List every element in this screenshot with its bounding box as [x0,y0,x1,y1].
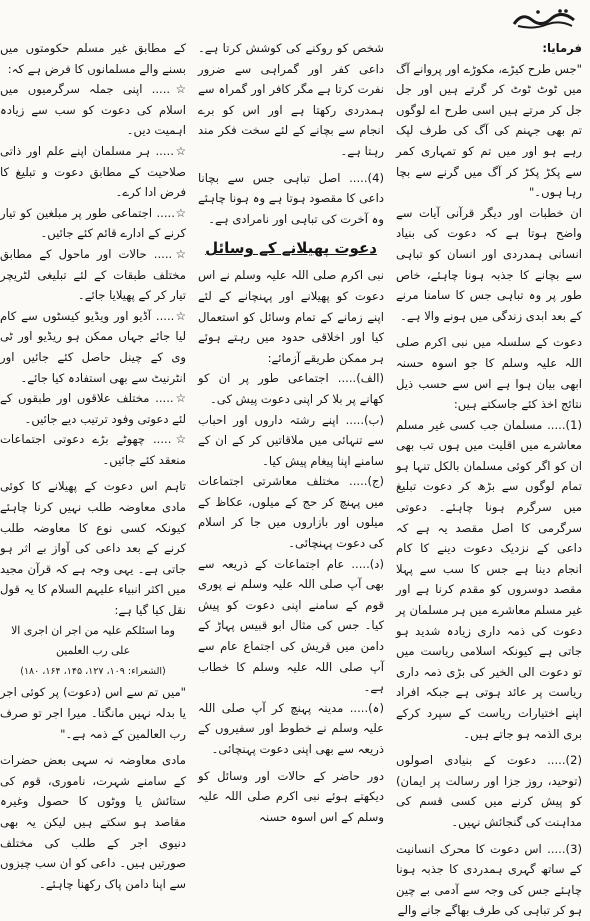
method-be: (ب)..... اپنے رشتہ داروں اور احباب سے تنہائی میں ملاقاتیں کر کے ان کے سامنے اپنا پیغام پیش کیا۔ [198,412,384,468]
bullet-item: ☆..... مختلف علاقوں اور طبقوں کے لئے دعوتی وفود ترتیب دیے جائیں۔ [0,391,186,426]
section-heading: دعوت پھیلانے کے وسائل [205,239,377,258]
method-dal: (د)..... عام اجتماعات کے ذریعہ سے بھی آپ صلی اللہ علیہ وسلم نے پوری قوم کے سامنے اپنی دعوت کو پیش کیا۔ جس کی مثال ابو قبیس پہاڑ کے دامن میں قریش کی اجتماع عام سے آپ صلی اللہ علیہ وسلم کا خطاب ہے۔ [198,556,384,695]
left-column [0,38,186,891]
quran-verse: وما اسئلکم علیہ من اجر ان اجری الا علی رب العلمین [11,623,175,658]
verse-reference: (الشعراء: ۱۰۹، ۱۲۷، ۱۴۵، ۱۶۴، ۱۸۰) [20,665,166,677]
point-1: (1)..... مسلمان جب کسی غیر مسلم معاشرے میں اقلیت میں ہوں تب بھی ان کو اگر کوئی مسلمان بالکل تنہا ہو تمام لوگوں سے بڑھ کر دعوت تبلیغ میں سرگرم ہونا چاہئے۔ دعوتی سرگرمی کا اصل مقصد یہ ہے کہ داعی کے نزدیک دعوت دینے کا کام انجام دینا ہے جس کا سب سے پہلا مقصد دوسروں کو مقدم کرنا ہے اور غیر مسلم معاشرے میں ہر مسلمان پر دعوت کی ذمہ داری زیادہ شدید ہو جاتی ہے کیونکہ اسلامی ریاست میں تو دعوت الی الخیر کی بڑی ذمہ داری ریاست پر عائد ہوتی ہے جبکہ افراد اپنے اختیارات ریاست کے سپرد کرکے بری الذمہ ہو جاتے ہیں۔ [396,417,582,741]
bullet-item: ☆..... ہر مسلمان اپنے علم اور ذاتی صلاحیت کے مطابق دعوت و تبلیغ کا فرض ادا کرے۔ [0,143,186,200]
paragraph: دور حاضر کے حالات اور وسائل کو دیکھتے ہوئے نبی اکرم صلی اللہ علیہ وسلم کے اس اسوہ حسنہ [198,768,384,824]
bullet-item: ☆..... حالات اور ماحول کے مطابق مختلف طبقات کے لئے تبلیغی لٹریچر تیار کر کے پھیلایا جائے۔ [0,246,186,303]
paragraph: ان خطبات اور دیگر قرآنی آیات سے واضح ہوتا ہے کہ دعوت کی بنیاد انسانی ہمدردی اور انسان کو تباہی سے بچانے کا جذبہ ہونا چاہئے، خاص طور پر وہ تباہی جس کا سامنا مرنے کے بعد ابدی زندگی میں ہونے والا ہے۔ [396,205,582,323]
intro-label: فرمایا: [542,41,582,55]
bullet-item: ☆..... اپنی جملہ سرگرمیوں میں اسلام کی دعوت کو سب سے زیادہ اہمیت دیں۔ [0,82,186,138]
method-alif: (الف)..... اجتماعی طور پر ان کو کھانے پر بلا کر اپنی دعوت پیش کی۔ [198,371,384,406]
verse-translation: "میں تم سے اس (دعوت) پر کوئی اجر یا بدلہ نہیں مانگتا۔ میرا اجر تو صرف رب العالمین کے ذمہ ہے۔" [0,685,186,741]
bullet-item: ☆..... چھوٹے بڑے دعوتی اجتماعات منعقد کئے جائیں۔ [0,432,186,467]
paragraph: کے مطابق غیر مسلم حکومتوں میں بسنے والے مسلمانوں کا فرض ہے کہ: [0,41,186,76]
paragraph: دعوت کے سلسلہ میں نبی اکرم صلی اللہ علیہ وسلم کا جو اسوہ حسنہ ابھی بیان ہوا ہے اس سے حسب ذیل نتائج اخذ کئے جاسکتے ہیں: [396,335,582,412]
paragraph: شخص کو روکنے کی کوشش کرتا ہے۔ داعی کفر اور گمراہی سے ضرور نفرت کرتا ہے مگر کافر اور گمراہ سے ہمدردی رکھتا ہے اور اس کو برے انجام سے بچانے کے لئے سخت فکر مند رہتا ہے۔ [198,41,384,158]
point-3: (3)..... اس دعوت کا محرک انسانیت کے ساتھ گہری ہمدردی کا جذبہ ہونا چاہئے جس کی وجہ سے آدمی بے چین ہو کر تباہی کی طرف بھاگے جانے والے [396,841,582,918]
hadith-quote: "جس طرح کیڑے، مکوڑے اور پروانے آگ میں ٹوٹ ٹوٹ کر گرتے ہیں اور جل جل کر مرتے ہیں اسی طرح اے لوگوں تم بھی جہنم کی آگ کی طرف لپک رہے ہو اور میں تم کو تمہاری کمر سے پکڑ پکڑ کر آگ میں گرنے سے بچا رہا ہوں۔" [396,61,582,200]
paragraph: تاہم اس دعوت کے پھیلانے کا کوئی مادی معاوضہ طلب نہیں کرنا چاہئے کیونکہ کسی نوع کا معاوضہ طلب کرنے کے بعد داعی کی آواز بے اثر ہو جاتی ہے۔ یہی وجہ ہے کہ قرآن مجید میں اکثر انبیاء علیہم السلام کا یہ قول نقل کیا گیا ہے: [0,479,186,618]
bullet-item: ☆..... آڈیو اور ویڈیو کیسٹوں سے کام لیا جائے جہاں ممکن ہو ریڈیو اور ٹی وی کے چینل حاصل کئے جائیں اور انٹرنیٹ سے بھی استفادہ کیا جائے۔ [0,308,186,385]
middle-column [198,38,384,850]
point-2: (2)..... دعوت کے بنیادی اصولوں (توحید، روز جزا اور رسالت پر ایمان) کو پیش کرنے میں کسی قسم کی مداہنت کی گنجائش نہیں۔ [396,753,582,829]
bullet-item: ☆..... اجتماعی طور پر مبلغین کو تیار کرنے کے ادارے قائم کئے جائیں۔ [0,205,186,241]
method-jeem: (ج)..... مختلف معاشرتی اجتماعات میں پہنچ کر حج کے میلوں، عکاظ کے میلوں اور بازاروں میں جا کر اسلام کی دعوت پہنچائی۔ [198,474,384,551]
point-4: (4)..... اصل تباہی جس سے بچانا داعی کا مقصود ہوتا ہے وہ ہونا چاہئے وہ آخرت کی تباہی اور نامرادی ہے۔ [198,170,384,226]
magazine-logo [508,6,582,32]
paragraph: نبی اکرم صلی اللہ علیہ وسلم نے اس دعوت کو پھیلانے اور پہنچانے کے لئے اپنے زمانے کے تمام وسائل کو استعمال کیا اور اخلاقی حدود میں رہتے ہوئے ہر ممکن طریقے آزمائے: [198,268,384,365]
paragraph: مادی معاوضہ نہ سہی بعض حضرات کے سامنے شہرت، ناموری، قوم کی ستائش یا ووٹوں کا حصول وغیرہ مقاصد ہو سکتے ہیں لیکن یہ بھی دنیوی اجر کے طلب کی مختلف صورتیں ہیں۔ داعی کو ان سب چیزوں سے اپنا دامن پاک رکھنا چاہئے۔ [0,753,186,891]
method-he: (ہ)..... مدینہ پہنچ کر آپ صلی اللہ علیہ وسلم نے خطوط اور سفیروں کے ذریعہ سے بھی اپنی دعوت پہنچائی۔ [198,700,384,756]
right-column [396,38,582,918]
